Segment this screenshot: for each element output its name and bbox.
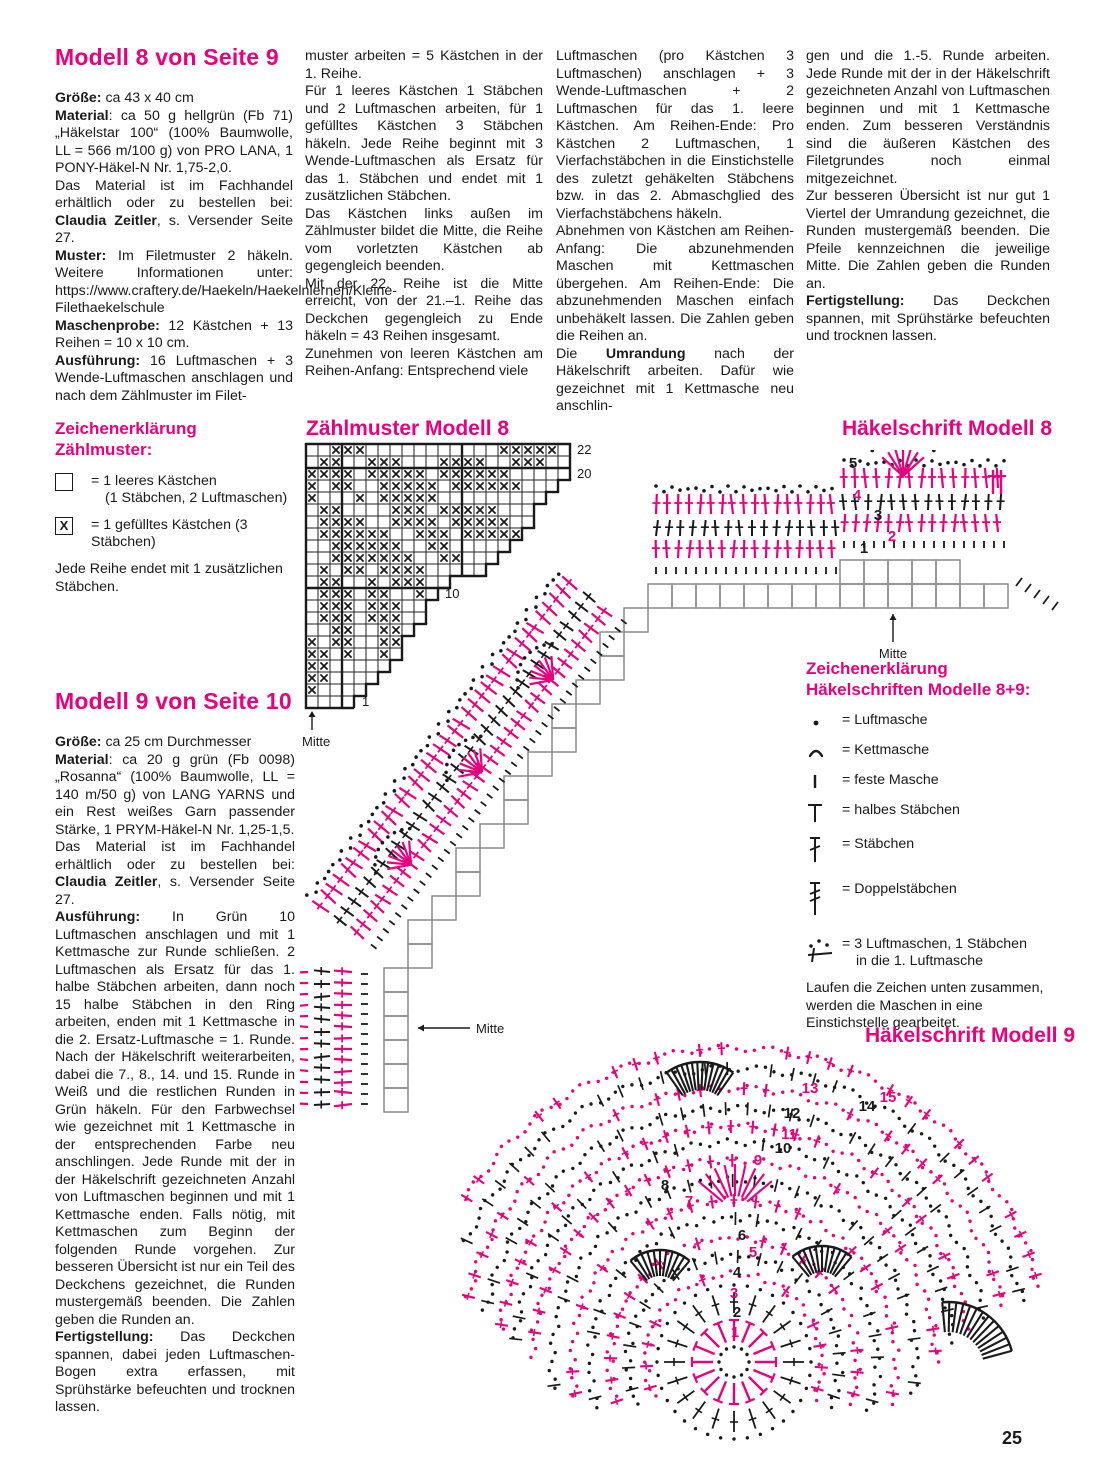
zaehlmuster-legend <box>55 418 307 596</box>
modell9-title: Modell 9 von Seite 10 <box>55 688 292 714</box>
paragraph: Muster: Im Filetmuster 2 häkeln. Weitere Informationen unter: https://www.craftery.de/Haekeln/Haekelnlernen/Kleine-Filethaekelschule <box>55 247 397 316</box>
empty-box-symbol <box>55 473 73 491</box>
svg-text:Mitte: Mitte <box>878 646 908 661</box>
svg-text:4: 4 <box>852 487 862 504</box>
svg-text:Mitte: Mitte <box>476 1021 505 1036</box>
paragraph: Ausführung: 16 Luftmaschen + 3 Wende-Luftmaschen anschlagen und nach dem Zählmuster im Filet- <box>55 352 293 404</box>
legend-item-label: (1 Stäbchen, 2 Luftmaschen) <box>105 490 288 506</box>
legend-item-label: = feste Masche <box>842 772 939 788</box>
legend-item-label: = Stäbchen <box>842 836 915 852</box>
svg-text:11: 11 <box>781 1126 797 1143</box>
svg-text:20: 20 <box>577 466 592 481</box>
svg-text:5: 5 <box>848 455 858 472</box>
modell8-column-2 <box>305 48 543 381</box>
svg-text:2: 2 <box>887 528 897 545</box>
paragraph: Zur besseren Übersicht ist nur gut 1 Viertel der Umrandung gezeichnet, die Runden mustergemäß beenden. Die Pfeile kennzeichnen die jeweilige Mitte. Die Zahlen geben die Runden an. <box>806 188 1050 292</box>
paragraph: Die Umrandung nach der Häkelschrift arbeiten. Dafür wie gezeichnet mit 1 Kettmasche neu anschlin- <box>556 345 795 414</box>
filled-box-symbol: X <box>55 517 73 535</box>
paragraph: Maschenprobe: 12 Kästchen + 13 Reihen = 10 x 10 cm. <box>55 317 293 351</box>
svg-text:1: 1 <box>362 694 370 709</box>
paragraph: Abnehmen von Kästchen am Reihen-Anfang: Die abzunehmenden Maschen mit Kettmaschen übergehen. Am Reihen-Ende: Die abzunehmenden Maschen einfach unbehäkelt lassen. Die Zahlen geben die Reihen an. <box>556 223 794 344</box>
paragraph: Fertigstellung: Das Deckchen spannen, dabei jeden Luftmaschen-Bogen extra erfassen, mit Sprühstärke befeuchten und trocknen lassen. <box>55 1329 295 1415</box>
svg-text:15: 15 <box>879 1089 897 1106</box>
haekelschrift9-chart-title: Häkelschrift Modell 9 <box>864 1024 1075 1047</box>
svg-text:1: 1 <box>859 540 869 557</box>
haekelschrift8-chart-title: Häkelschrift Modell 8 <box>841 417 1052 440</box>
legend-item-label: = 3 Luftmaschen, 1 Stäbchen <box>842 936 1027 952</box>
svg-text:10: 10 <box>774 1140 792 1157</box>
svg-text:3: 3 <box>873 507 883 524</box>
legend-item-label: = Luftmasche <box>842 712 928 728</box>
paragraph: Das Kästchen links außen im Zählmuster bildet die Mitte, die Reihe vom vorletzten Kästchen ab gegengleich beenden. <box>305 205 543 274</box>
svg-text:22: 22 <box>577 442 592 457</box>
svg-text:12: 12 <box>783 1105 801 1122</box>
svg-text:7: 7 <box>684 1193 694 1210</box>
modell8-column-4 <box>806 48 1050 346</box>
paragraph: Das Material ist im Fachhandel erhältlich oder zu bestellen bei: Claudia Zeitler, s. Versender Seite 27. <box>55 839 295 908</box>
legend-title-line2: Zählmuster: <box>55 440 153 459</box>
svg-text:Mitte: Mitte <box>302 734 331 749</box>
legend-item-label: = Doppelstäbchen <box>842 881 957 897</box>
paragraph: Fertigstellung: Das Deckchen spannen, mit Sprühstärke befeuchten und trocknen lassen. <box>806 293 1050 344</box>
paragraph: Für 1 leeres Kästchen 1 Stäbchen und 2 Luftmaschen arbeiten, für 1 gefülltes Kästchen 3 Stäbchen häkeln. Jede Reihe beginnt mit 3 Wende-Luftmaschen als Ersatz für das 1. Stäbchen und endet mit 1 zusätzlichen Stäbchen. <box>305 83 543 204</box>
svg-text:3: 3 <box>729 1285 739 1302</box>
paragraph: Luftmaschen (pro Kästchen 3 Luftmaschen) anschlagen + 3 Wende-Luftmaschen + 2 Luftmaschen für das 1. leere Kästchen. Am Reihen-Ende: Pro Kästchen 2 Luftmaschen, 1 Vierfachstäbchen in die Einstichstelle des zuletzt gehäkelten Stäbchens bzw. in das 2. Abmaschglied des Vierfachstäbchens häkeln. <box>556 48 794 222</box>
paragraph: Größe: ca 25 cm Durchmesser <box>55 734 252 750</box>
modell8-title: Modell 8 von Seite 9 <box>55 44 279 70</box>
legend-item-label: = 1 gefülltes Kästchen (3 Stäbchen) <box>91 517 248 550</box>
paragraph: Das Material ist im Fachhandel erhältlich oder zu bestellen bei: Claudia Zeitler, s. Versender Seite 27. <box>55 177 293 246</box>
page-number: 25 <box>1002 1428 1023 1448</box>
svg-text:2: 2 <box>732 1304 742 1321</box>
paragraph: Material: ca 50 g hellgrün (Fb 71) „Häkelstar 100“ (100% Baumwolle, LL = 566 m/100 g) von PRO LANA, 1 PONY-Häkel-N Nr. 1,75-2,0. <box>55 107 293 176</box>
legend-item-label: = 1 leeres Kästchen <box>91 473 217 489</box>
zaehlmuster-chart-title: Zählmuster Modell 8 <box>306 417 510 440</box>
legend-item-label: = Kettmasche <box>842 742 930 758</box>
svg-text:13: 13 <box>801 1080 819 1097</box>
svg-text:6: 6 <box>737 1227 747 1244</box>
modell9-column <box>55 734 295 1417</box>
legend-title-line1: Zeichenerklärung <box>55 419 197 438</box>
modell8-column-1 <box>55 90 397 405</box>
paragraph: Ausführung: In Grün 10 Luftmaschen anschlagen und mit 1 Kettmasche zur Runde schließen. 2 Luftmaschen als Ersatz für das 1. halbe Stäbchen arbeiten, dann noch 15 halbe Stäbchen in den Ring arbeiten, enden mit 1 Kettmasche in die 2. Ersatz-Luftmasche = 1. Runde. Nach der Häkelschrift weiterarbeiten, dabei die 7., 8., 14. und 15. Runde in Weiß und die restlichen Runden in Grün häkeln. Für den Farbwechsel wie gezeichnet mit 1 Kettmasche in der entsprechenden Farbe neu anschlingen. Jede Runde mit der in der Häkelschrift gezeichneten Anzahl von Luftmaschen beginnen und mit 1 Kettmasche enden. Falls nötig, mit Kettmaschen zum Beginn der folgenden Runde vorgehen. Zur besseren Übersicht ist nur ein Teil des Deckchens gezeichnet, die Runden mustergemäß beenden. Die Zahlen geben die Runden an. <box>55 909 295 1328</box>
svg-text:8: 8 <box>660 1177 670 1194</box>
paragraph: Größe: ca 43 x 40 cm <box>55 90 194 106</box>
svg-text:1: 1 <box>730 1324 740 1341</box>
legend-note: Jede Reihe endet mit 1 zusätzlichen Stäbchen. <box>55 561 283 595</box>
modell8-column-3 <box>556 48 794 416</box>
paragraph: Zunehmen von leeren Kästchen am Reihen-Anfang: Entsprechend viele <box>305 345 543 379</box>
svg-text:10: 10 <box>445 586 460 601</box>
svg-text:14: 14 <box>858 1098 876 1115</box>
legend-title-line2: Häkelschriften Modelle 8+9: <box>806 680 1031 699</box>
zaehlmuster-chart <box>296 440 606 760</box>
paragraph: Mit der 22. Reihe ist die Mitte erreicht, von der 21.–1. Reihe das Deckchen gegengleich zu Ende häkeln = 43 Reihen insgesamt. <box>305 275 543 344</box>
svg-text:9: 9 <box>753 1152 763 1169</box>
paragraph: gen und die 1.-5. Runde arbeiten. Jede Runde mit der in der Häkelschrift gezeichneten Anzahl von Luftmaschen beginnen und mit 1 Kettmasche enden. Zum besseren Verständnis sind die äußeren Kästchen des Filetgrundes noch einmal mitgezeichnet. <box>806 48 1050 187</box>
paragraph: muster arbeiten = 5 Kästchen in der 1. Reihe. <box>305 48 543 82</box>
legend-note: Laufen die Zeichen unten zusammen, werden die Maschen in eine Einstichstelle gearbeitet. <box>806 980 1044 1031</box>
legend-item-label: = halbes Stäbchen <box>842 802 960 818</box>
haekelschrift9-chart <box>415 1040 1107 1460</box>
legend-item-label: in die 1. Luftmasche <box>856 953 983 969</box>
paragraph: Material: ca 20 g grün (Fb 0098) „Rosanna“ (100% Baumwolle, LL = 140 m/50 g) von LANG YARNS und ein Rest weißes Garn passender Stärke, 1 PRYM-Häkel-N Nr. 1,25-1,5. <box>55 751 295 838</box>
svg-text:5: 5 <box>748 1244 758 1261</box>
svg-text:4: 4 <box>732 1264 742 1281</box>
legend-title-line1: Zeichenerklärung <box>806 659 948 678</box>
